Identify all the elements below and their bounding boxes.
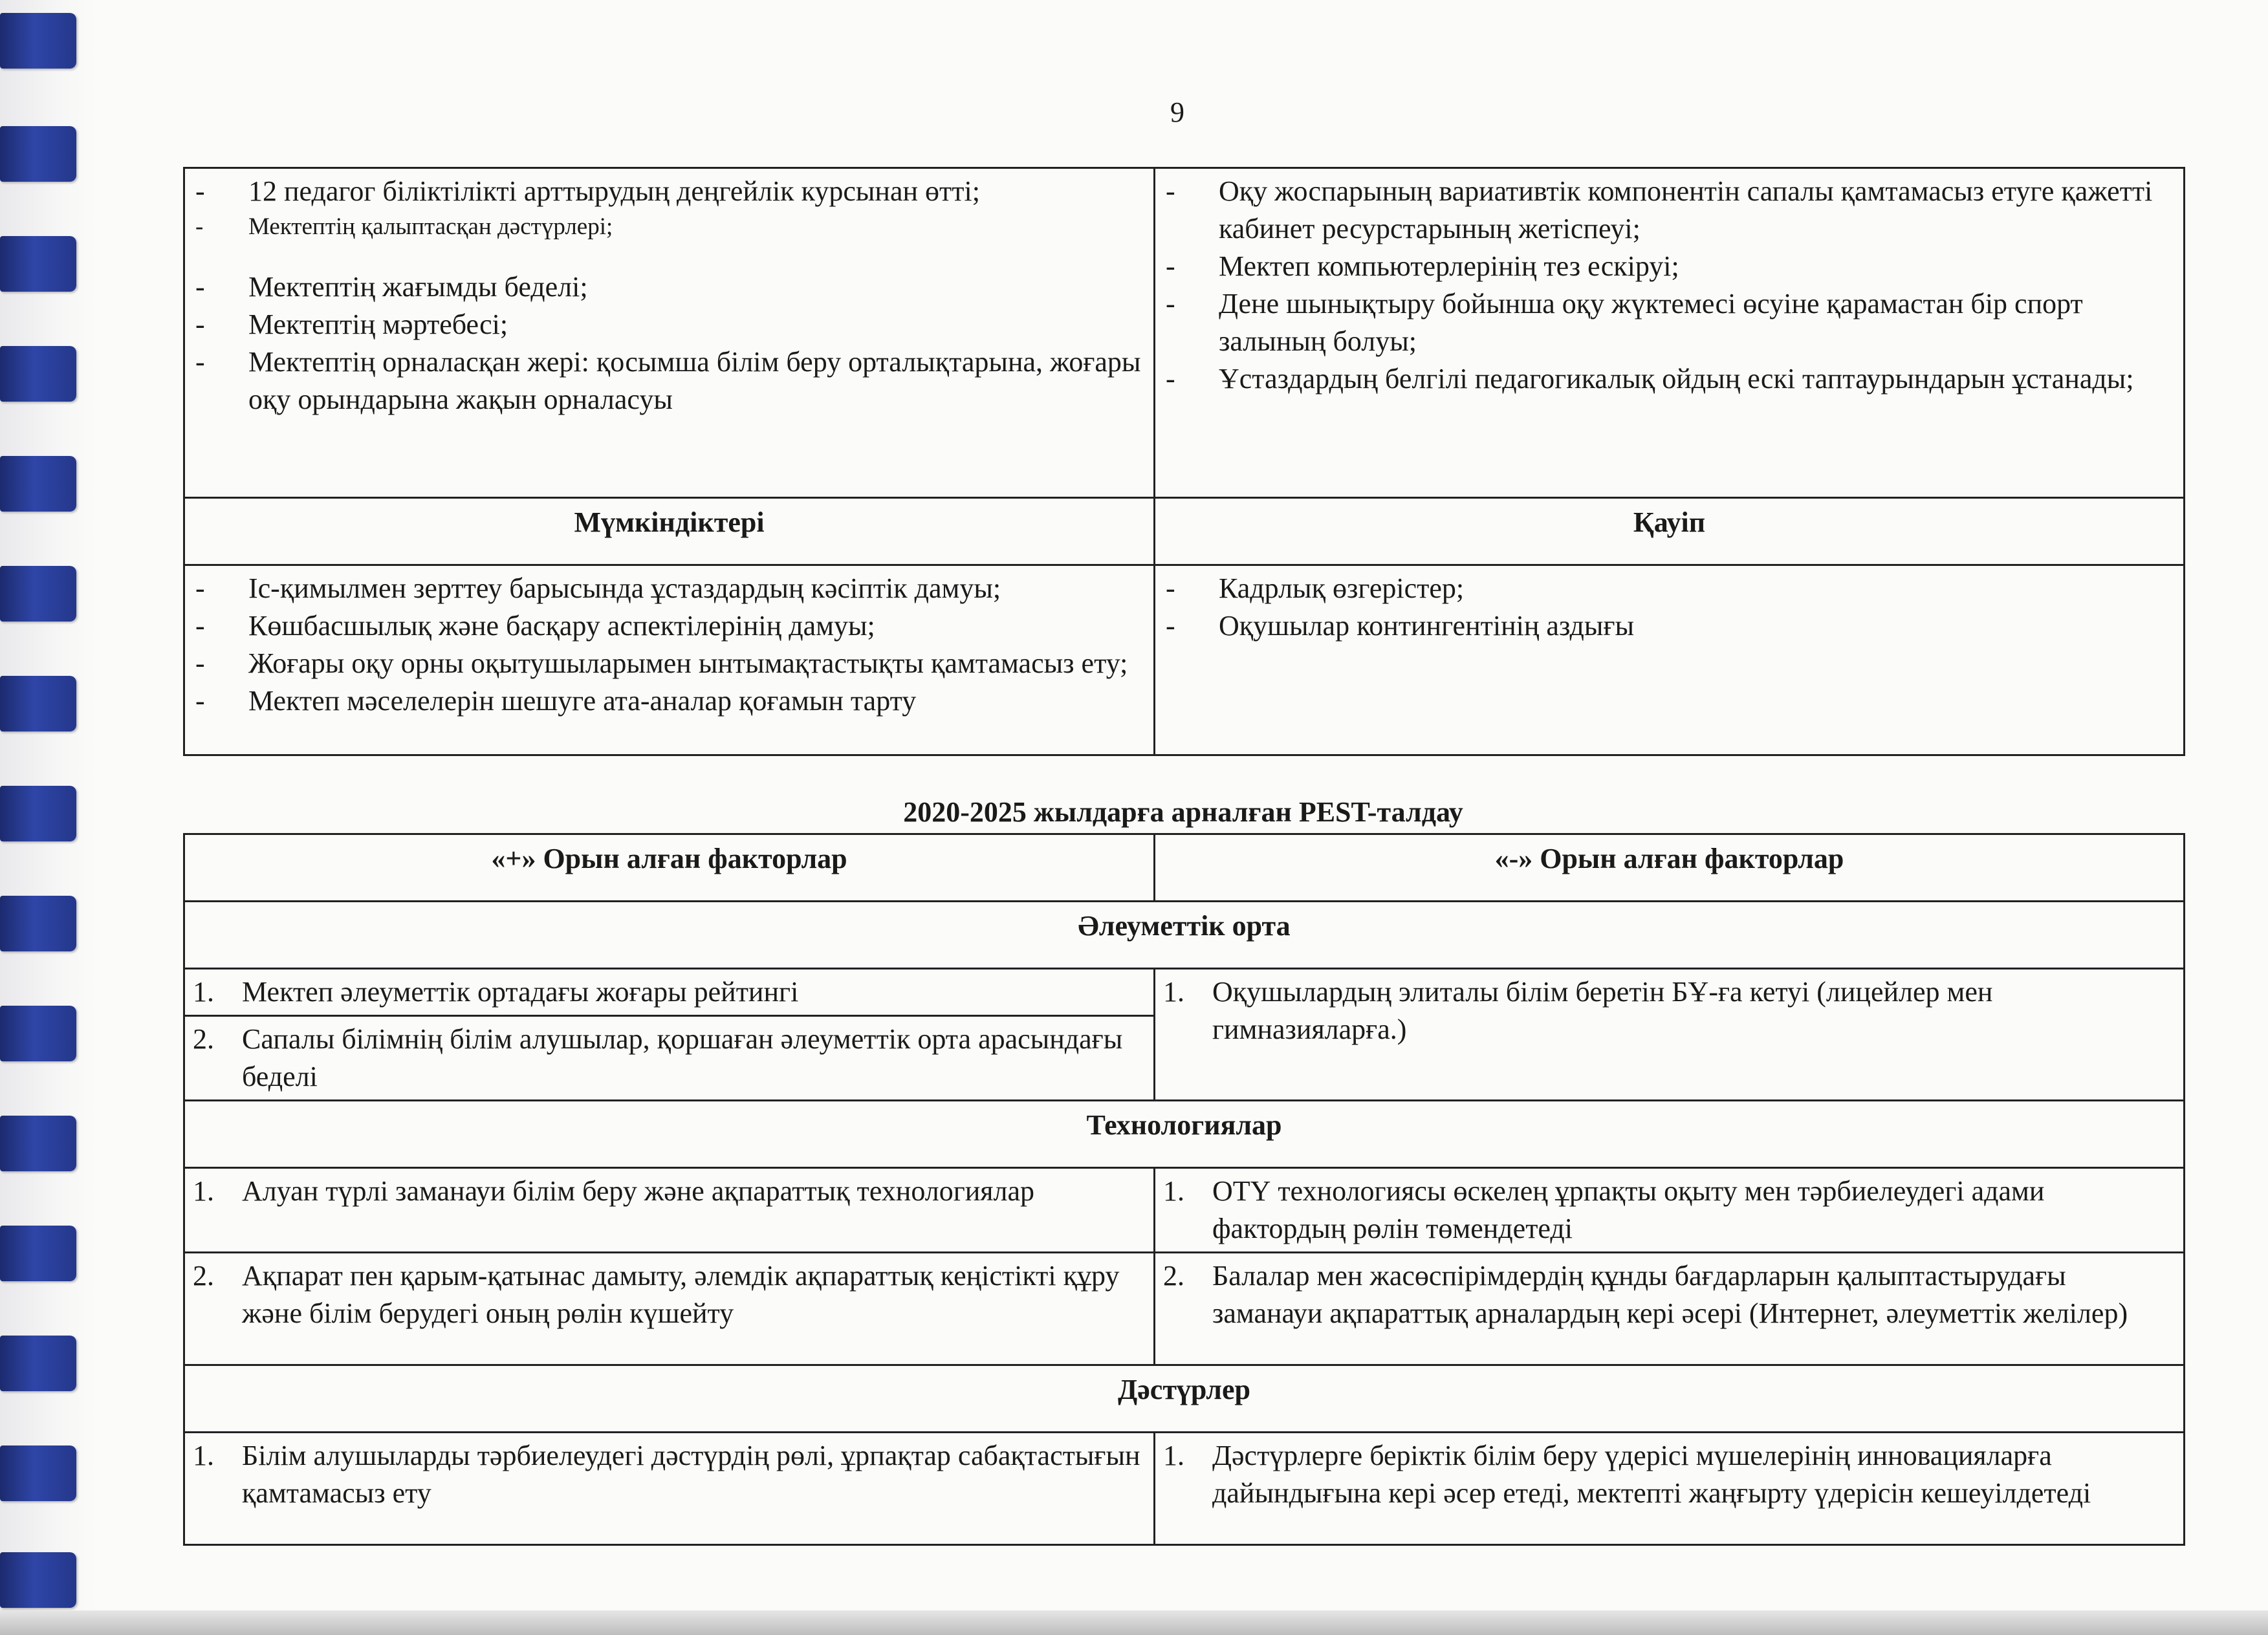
binding-ring [0, 566, 76, 622]
binding-ring [0, 346, 76, 402]
section-row [184, 1101, 2185, 1168]
swot-header-row [184, 498, 2185, 565]
table-row [184, 1253, 2185, 1365]
binding-ring [0, 1006, 76, 1061]
positive-factor-cell [184, 1433, 1155, 1545]
section-title-traditions: Дәстүрлер [184, 1365, 2185, 1433]
table-row [184, 1433, 2185, 1545]
opportunities-header: Мүмкіндіктері [184, 498, 1155, 565]
binding-ring [0, 676, 76, 731]
list-item: - Көшбасшылық және басқару аспектілерінің дамуы; [191, 607, 1147, 645]
list-item: 1. Дәстүрлерге беріктік білім беру үдерісі мүшелерінің инновацияларға дайындығына кері әсер етеді, мектепті жаңғырту үдерісін кешеуілдетеді [1163, 1440, 2091, 1509]
list-item: 1. ОТҮ технологиясы өскелең ұрпақты оқыту мен тәрбиелеудегі адами фактордың рөлін төмендетеді [1163, 1175, 2045, 1244]
section-title-social: Әлеуметтік орта [184, 902, 2185, 969]
binding-ring [0, 456, 76, 512]
positive-factor-cell [184, 969, 1155, 1016]
positive-factor-cell [184, 1168, 1155, 1253]
section-row [184, 1365, 2185, 1433]
list-item: - Кадрлық өзгерістер; [1162, 570, 2177, 607]
list-item: - Мектептің жағымды беделі; [191, 268, 1147, 306]
list-item: 1. Алуан түрлі заманауи білім беру және ақпараттық технологиялар [193, 1175, 1035, 1207]
list-item: - Дене шынықтыру бойынша оқу жүктемесі өсуіне қарамастан бір спорт залының болуы; [1162, 285, 2177, 360]
list-item: - Ұстаздардың белгілі педагогикалық ойдың ескі таптаурындарын ұстанады; [1162, 360, 2177, 398]
binding-ring [0, 13, 76, 69]
table-row [184, 1168, 2185, 1253]
binding-ring [0, 1336, 76, 1391]
section-row [184, 902, 2185, 969]
list-item: 1. Оқушылардың элиталы білім беретін БҰ-ға кетуі (лицейлер мен гимназияларға.) [1163, 976, 1993, 1045]
strengths-weaknesses-row [184, 168, 2185, 498]
weaknesses-cell [1155, 168, 2185, 498]
binding-ring [0, 236, 76, 292]
list-item: - Мектеп мәселелерін шешуге ата-аналар қоғамын тарту [191, 682, 1147, 720]
spiral-binding [0, 0, 97, 1635]
list-item: - Оқушылар контингентінің аздығы [1162, 607, 2177, 645]
pest-header-row [184, 834, 2185, 902]
negative-factor-cell [1155, 1253, 2185, 1365]
list-item: - Жоғары оқу орны оқытушыларымен ынтымақтастықты қамтамасыз ету; [191, 645, 1147, 682]
strengths-cell [184, 168, 1155, 498]
page-number: 9 [1170, 96, 1184, 128]
section-title-technology: Технологиялар [184, 1101, 2185, 1168]
binding-ring [0, 786, 76, 841]
list-item: - Мектеп компьютерлерінің тез ескіруі; [1162, 248, 2177, 285]
list-item: 2. Балалар мен жасөспірімдердің құнды бағдарларын қалыптастырудағы заманауи ақпараттық арналардың кері әсері (Интернет, әлеуметтік желілер) [1163, 1260, 2128, 1329]
positive-factor-cell [184, 1016, 1155, 1101]
positive-factors-header: «+» Орын алған факторлар [184, 834, 1155, 902]
binding-ring [0, 1116, 76, 1171]
binding-ring [0, 1552, 76, 1608]
positive-factor-cell [184, 1253, 1155, 1365]
binding-ring [0, 126, 76, 182]
swot-table [183, 167, 2185, 756]
list-item: - Мектептің мәртебесі; [191, 306, 1147, 343]
opportunities-cell [184, 565, 1155, 755]
pest-title: 2020-2025 жылдарға арналған PEST-талдау [903, 796, 1463, 828]
pest-table [183, 833, 2185, 1546]
list-item: - Оқу жоспарының вариативтік компонентін сапалы қамтамасыз етуге қажетті кабинет ресурстарының жетіспеуі; [1162, 173, 2177, 248]
list-item: 2. Ақпарат пен қарым-қатынас дамыту, әлемдік ақпараттық кеңістікті құру және білім берудегі оның рөлін күшейту [193, 1260, 1120, 1329]
page-edge-shadow [0, 1610, 2268, 1635]
table-row [184, 969, 2185, 1016]
negative-factor-cell [1155, 1168, 2185, 1253]
binding-ring [0, 896, 76, 951]
negative-factors-header: «-» Орын алған факторлар [1155, 834, 2185, 902]
list-item: - Мектептің орналасқан жері: қосымша білім беру орталықтарына, жоғары оқу орындарына жақын орналасуы [191, 343, 1147, 418]
list-item: - Іс-қимылмен зерттеу барысында ұстаздардың кәсіптік дамуы; [191, 570, 1147, 607]
list-item: 2. Сапалы білімнің білім алушылар, қоршаған әлеуметтік орта арасындағы беделі [193, 1023, 1123, 1092]
negative-factor-cell [1155, 969, 2185, 1101]
list-item: 1. Білім алушыларды тәрбиелеудегі дәстүрдің рөлі, ұрпақтар сабақтастығын қамтамасыз ету [193, 1440, 1140, 1509]
binding-ring [0, 1446, 76, 1501]
list-item: - Мектептің қалыптасқан дәстүрлері; [191, 210, 1147, 244]
binding-ring [0, 1226, 76, 1281]
threats-header: Қауіп [1155, 498, 2185, 565]
list-item: 1. Мектеп әлеуметтік ортадағы жоғары рейтингі [193, 976, 799, 1008]
list-item: - 12 педагог біліктілікті арттырудың деңгейлік курсынан өтті; [191, 173, 1147, 210]
negative-factor-cell [1155, 1433, 2185, 1545]
threats-cell [1155, 565, 2185, 755]
opportunities-threats-row [184, 565, 2185, 755]
